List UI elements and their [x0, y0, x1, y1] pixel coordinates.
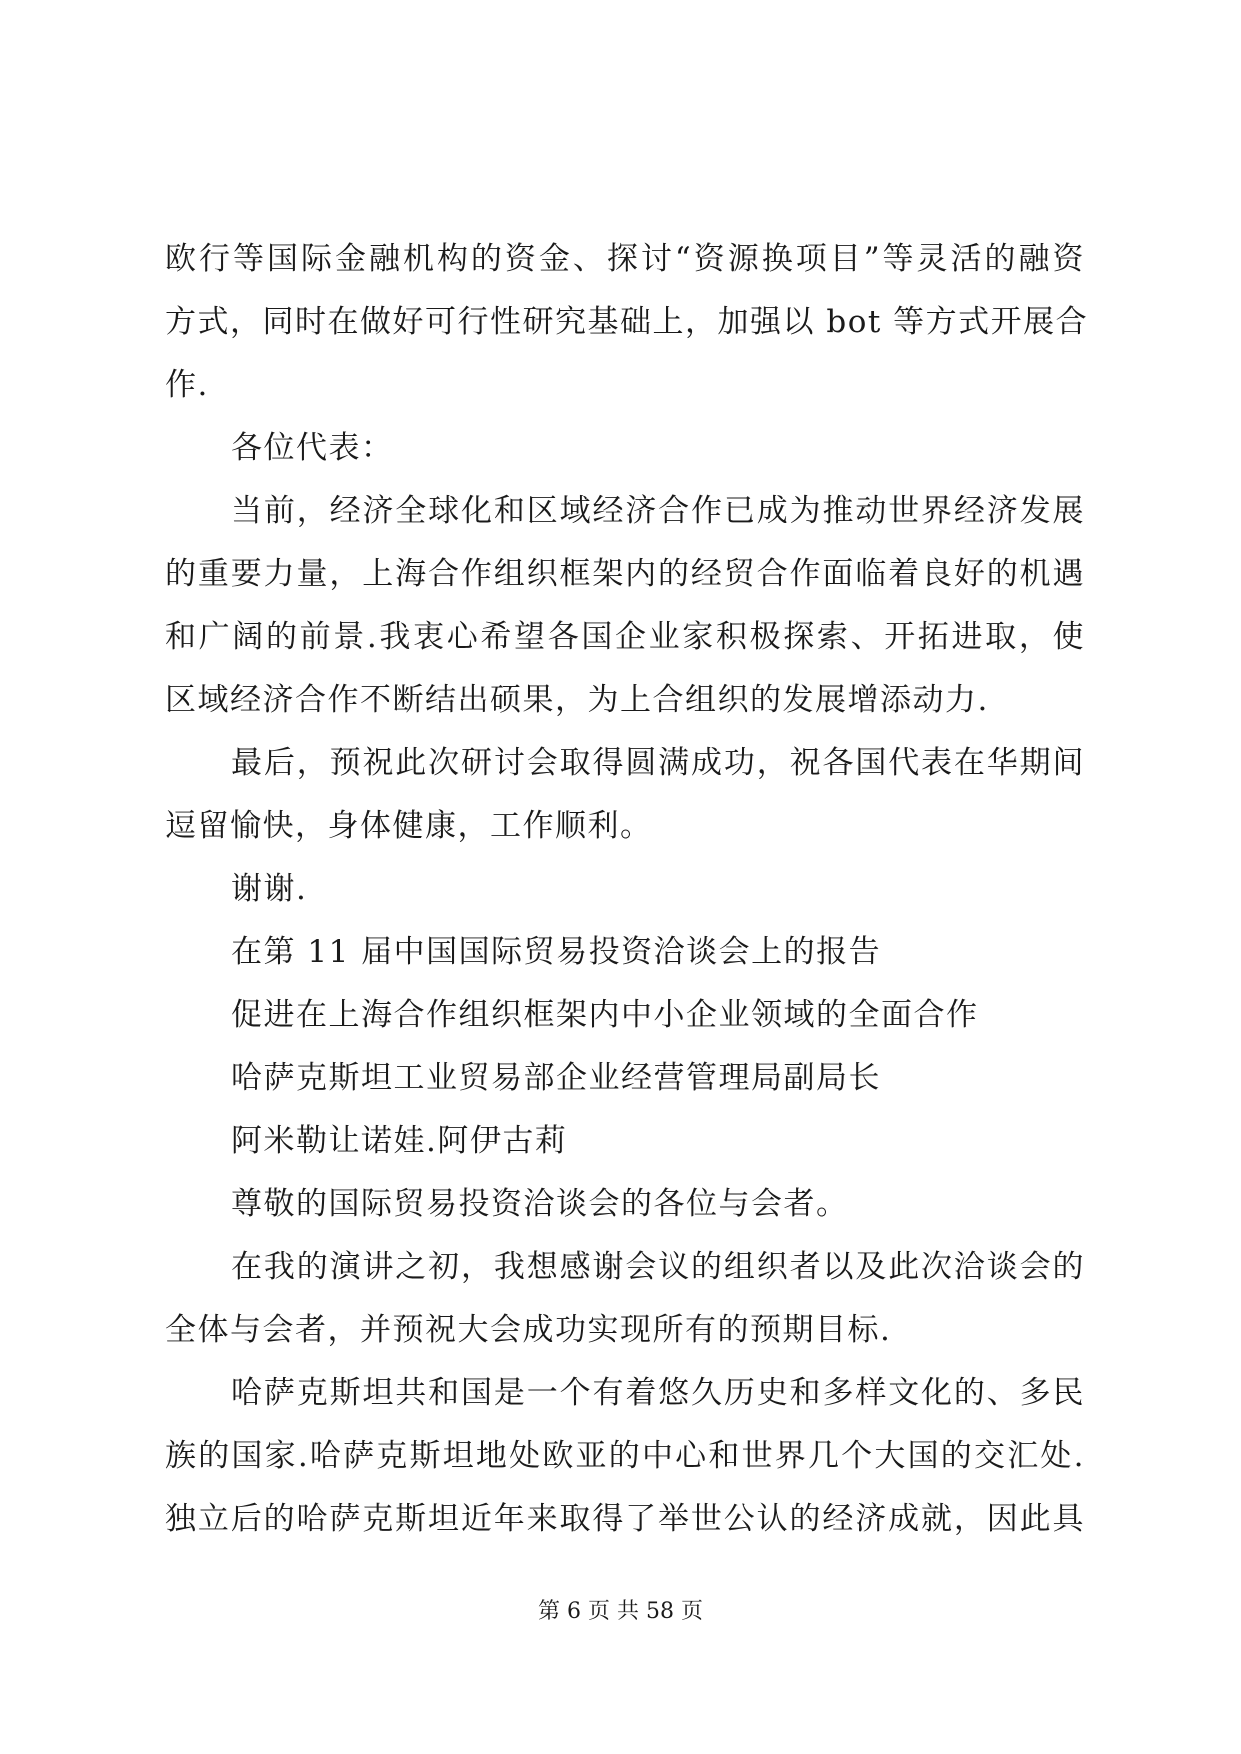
text-line: 促进在上海合作组织框架内中小企业领域的全面合作: [231, 997, 979, 1033]
text-line: 最后，预祝此次研讨会取得圆满成功，祝各国代表在华期间: [231, 745, 1085, 781]
text-line: 谢谢.: [231, 871, 308, 907]
text-line: 区域经济合作不断结出硕果，为上合组织的发展增添动力.: [165, 682, 989, 718]
text-line: 逗留愉快，身体健康，工作顺利。: [165, 808, 653, 844]
text-line: 作.: [165, 367, 209, 403]
text-line: 方式，同时在做好可行性研究基础上，加强以 bot 等方式开展合: [165, 304, 1089, 340]
text-line: 在第 11 届中国国际贸易投资洽谈会上的报告: [231, 934, 882, 970]
text-line: 在我的演讲之初，我想感谢会议的组织者以及此次洽谈会的: [231, 1249, 1085, 1285]
page-number: 第 6 页 共 58 页: [538, 1599, 703, 1624]
text-line: 的重要力量，上海合作组织框架内的经贸合作面临着良好的机遇: [165, 556, 1085, 592]
text-line: 哈萨克斯坦工业贸易部企业经营管理局副局长: [231, 1060, 881, 1096]
text-line: 族的国家.哈萨克斯坦地处欧亚的中心和世界几个大国的交汇处.: [165, 1438, 1085, 1474]
text-line: 独立后的哈萨克斯坦近年来取得了举世公认的经济成就，因此具: [165, 1501, 1085, 1537]
text-line: 全体与会者，并预祝大会成功实现所有的预期目标.: [165, 1312, 892, 1348]
text-line: 各位代表：: [231, 430, 394, 466]
text-line: 当前，经济全球化和区域经济合作已成为推动世界经济发展: [231, 493, 1085, 529]
text-line: 尊敬的国际贸易投资洽谈会的各位与会者。: [231, 1186, 849, 1222]
text-line: 哈萨克斯坦共和国是一个有着悠久历史和多样文化的、多民: [231, 1375, 1085, 1411]
text-line: 阿米勒让诺娃.阿伊古莉: [231, 1123, 568, 1159]
document-body: [165, 228, 1089, 1551]
text-line: 和广阔的前景.我衷心希望各国企业家积极探索、开拓进取，使: [165, 619, 1085, 655]
text-line: 欧行等国际金融机构的资金、探讨“资源换项目”等灵活的融资: [165, 241, 1085, 277]
